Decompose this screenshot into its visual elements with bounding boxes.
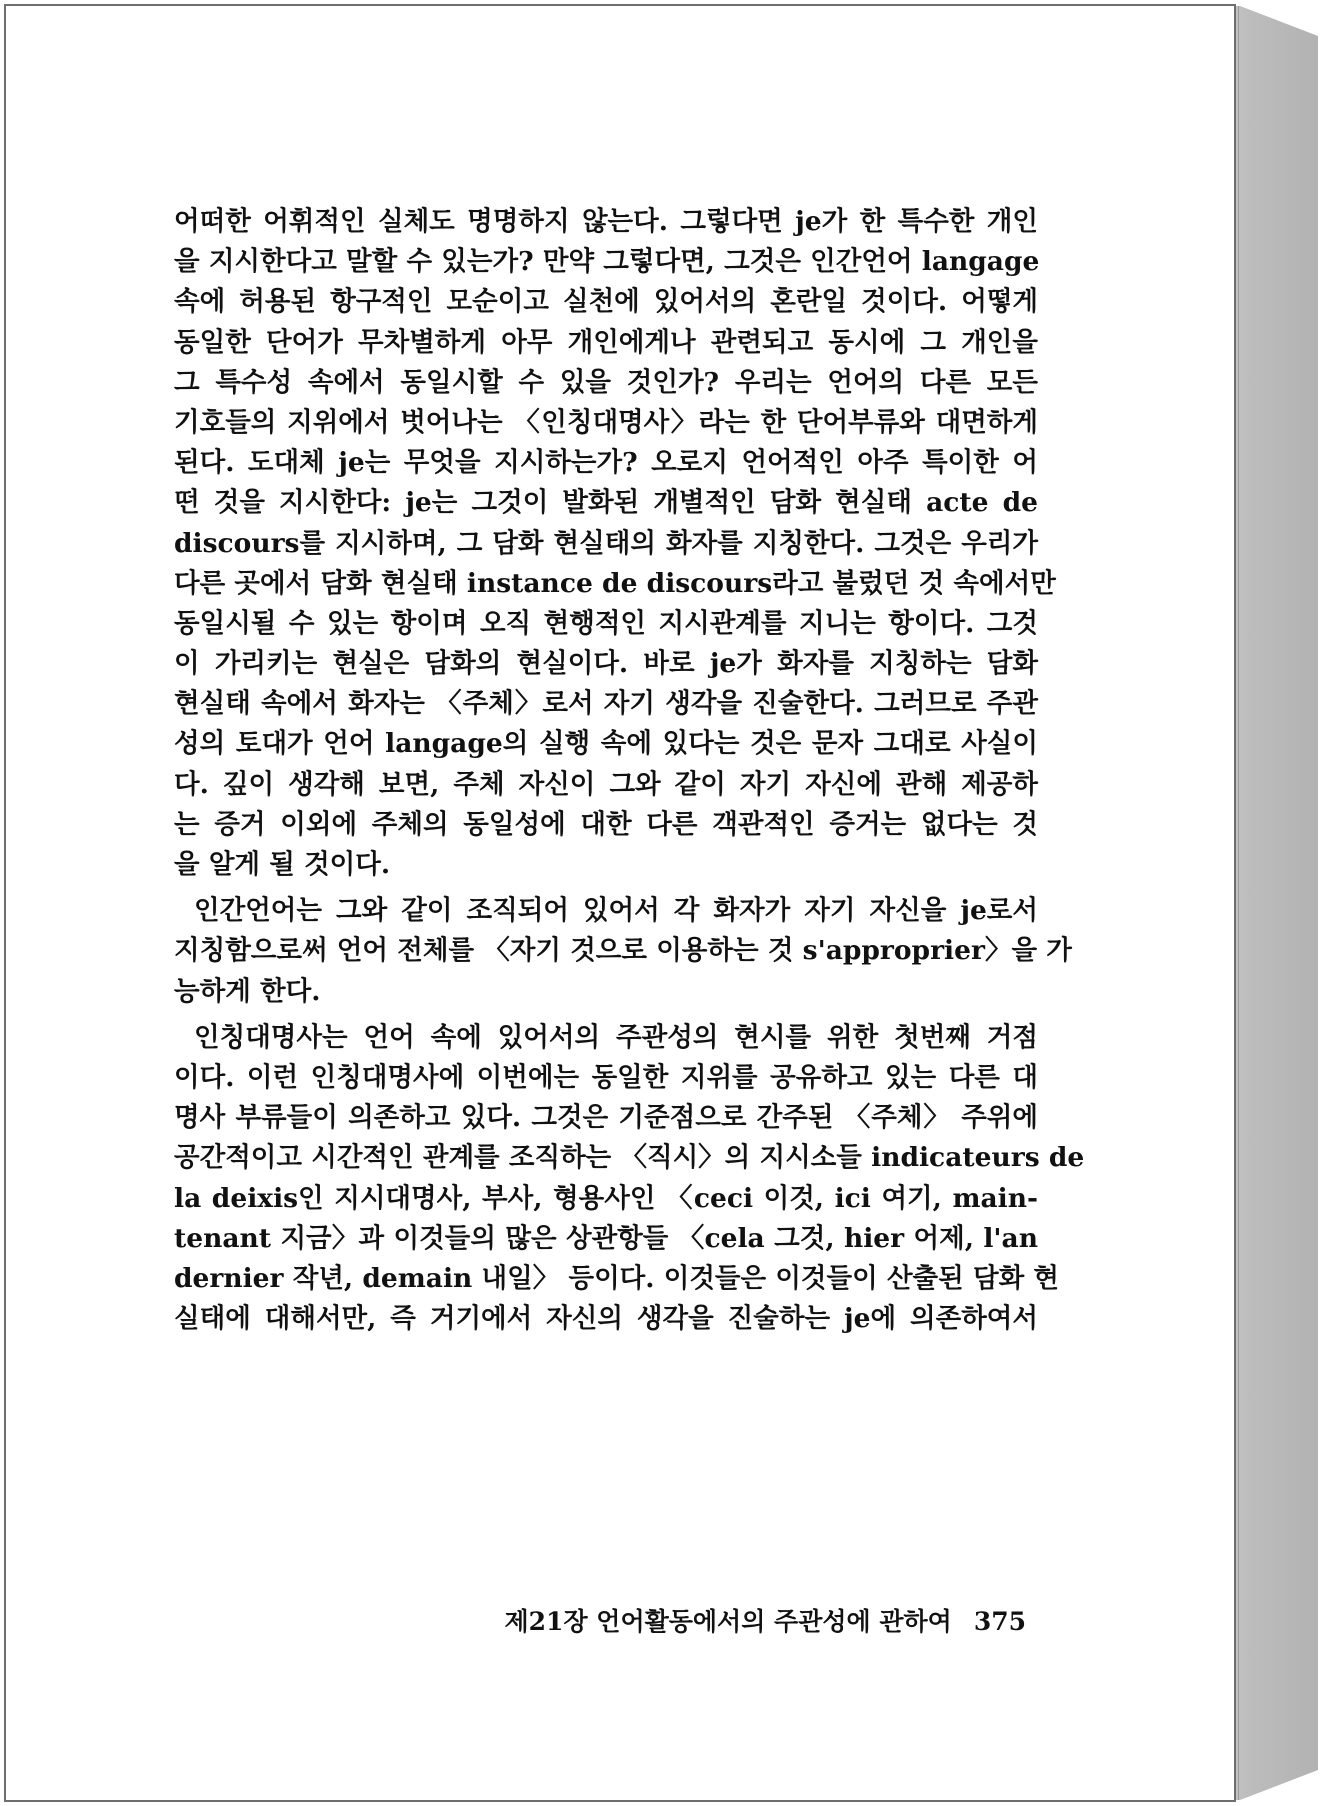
text-line: 공간적이고 시간적인 관계를 조직하는 〈직시〉의 지시소들 indicateurs de [174, 1142, 1085, 1174]
text-line: 된다. 도대체 je는 무엇을 지시하는가? 오로지 언어적인 아주 특이한 어 [174, 447, 1038, 479]
text-line: 이다. 이런 인칭대명사에 이번에는 동일한 지위를 공유하고 있는 다른 대 [174, 1061, 1038, 1093]
text-line: 실태에 대해서만, 즉 거기에서 자신의 생각을 진술하는 je에 의존하여서 [174, 1303, 1038, 1335]
text-line: 인간언어는 그와 같이 조직되어 있어서 각 화자가 자기 자신을 je로서 [194, 895, 1038, 927]
text-line: 어떠한 어휘적인 실체도 명명하지 않는다. 그렇다면 je가 한 특수한 개인 [174, 206, 1038, 237]
text-line: 다른 곳에서 담화 현실태 instance de discours라고 불렀던 것 속에서만 [174, 567, 1056, 599]
book-edge-line [1238, 6, 1239, 1800]
book-page [4, 4, 1236, 1802]
text-line: dernier 작년, demain 내일〉 등이다. 이것들은 이것들이 산출된 담화 현 [174, 1262, 1060, 1294]
text-line: 이 가리키는 현실은 담화의 현실이다. 바로 je가 화자를 지칭하는 담화 [174, 648, 1038, 680]
text-line: 속에 허용된 항구적인 모순이고 실천에 있어서의 혼란일 것이다. 어떻게 [174, 286, 1038, 318]
text-line: 는 증거 이외에 주체의 동일성에 대한 다른 객관적인 증거는 없다는 것 [174, 808, 1038, 840]
text-line: 을 알게 될 것이다. [174, 849, 391, 880]
text-line: 다. 깊이 생각해 보면, 주체 자신이 그와 같이 자기 자신에 관해 제공하 [174, 768, 1038, 800]
running-footer [486, 1602, 1026, 1638]
text-line: tenant 지금〉과 이것들의 많은 상관항들 〈cela 그것, hier 어제, l'an [174, 1222, 1038, 1254]
text-line: 현실태 속에서 화자는 〈주체〉로서 자기 생각을 진술한다. 그러므로 주관 [174, 688, 1038, 720]
text-line: 인칭대명사는 언어 속에 있어서의 주관성의 현시를 위한 첫번째 거점 [194, 1021, 1038, 1053]
text-line: 그 특수성 속에서 동일시할 수 있을 것인가? 우리는 언어의 다른 모든 [174, 366, 1038, 398]
text-line: 을 지시한다고 말할 수 있는가? 만약 그렇다면, 그것은 인간언어 langage [174, 246, 1040, 278]
chapter-title: 제21장 언어활동에서의 주관성에 관하여 [504, 1607, 952, 1636]
text-line: 동일한 단어가 무차별하게 아무 개인에게나 관련되고 동시에 그 개인을 [174, 326, 1038, 358]
page-number: 375 [973, 1607, 1026, 1636]
text-line: discours를 지시하며, 그 담화 현실태의 화자를 지칭한다. 그것은 우리가 [174, 527, 1038, 559]
text-line: 능하게 한다. [174, 975, 321, 1007]
text-line: 기호들의 지위에서 벗어나는 〈인칭대명사〉라는 한 단어부류와 대면하게 [174, 406, 1038, 438]
paragraph-1 [174, 202, 1056, 885]
text-line: la deixis인 지시대명사, 부사, 형용사인 〈ceci 이것, ici 여기, main- [174, 1182, 1038, 1214]
text-line: 떤 것을 지시한다: je는 그것이 발화된 개별적인 담화 현실태 acte de [174, 487, 1038, 519]
paragraph-2 [174, 891, 1072, 1012]
text-line: 지칭함으로써 언어 전체를 〈자기 것으로 이용하는 것 s'approprier〉을 가 [174, 935, 1072, 967]
text-line: 명사 부류들이 의존하고 있다. 그것은 기준점으로 간주된 〈주체〉 주위에 [174, 1102, 1038, 1134]
text-line: 성의 토대가 언어 langage의 실행 속에 있다는 것은 문자 그대로 사실이 [174, 728, 1038, 760]
text-line: 동일시될 수 있는 항이며 오직 현행적인 지시관계를 지니는 항이다. 그것 [174, 607, 1038, 639]
body-text [174, 202, 1085, 1339]
paragraph-3 [174, 1018, 1085, 1340]
